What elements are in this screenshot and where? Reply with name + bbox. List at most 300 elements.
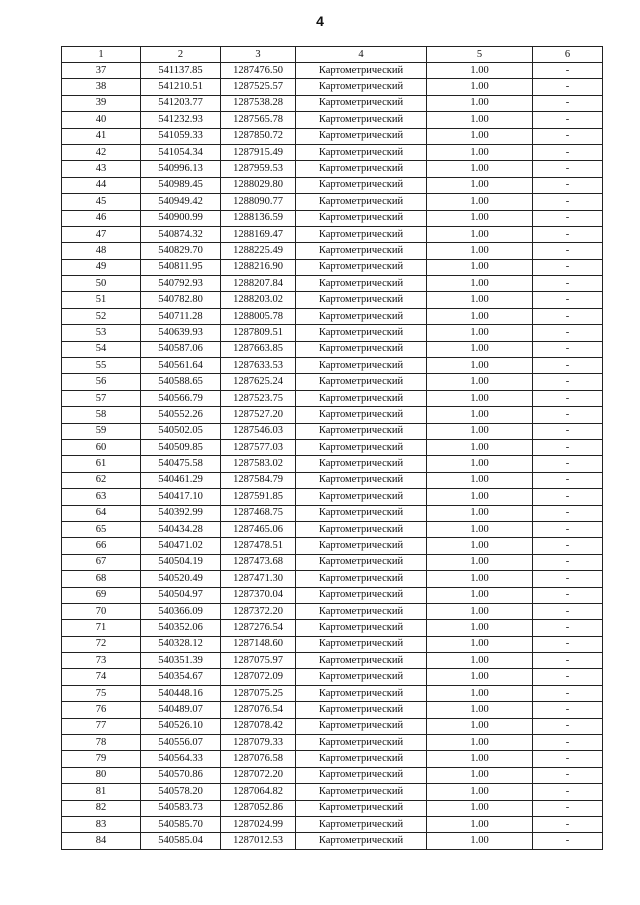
table-cell: 1.00: [427, 210, 533, 226]
table-cell: Картометрический: [296, 472, 427, 488]
table-cell: 1287024.99: [221, 816, 296, 832]
table-cell: 63: [62, 489, 141, 505]
table-cell: 540489.07: [141, 702, 221, 718]
table-cell: 541210.51: [141, 79, 221, 95]
table-row: [62, 128, 603, 144]
table-cell: Картометрический: [296, 423, 427, 439]
table-cell: 1.00: [427, 112, 533, 128]
table-cell: -: [533, 587, 603, 603]
table-cell: 1.00: [427, 456, 533, 472]
table-cell: Картометрический: [296, 128, 427, 144]
table-cell: 1287012.53: [221, 833, 296, 849]
table-row: [62, 161, 603, 177]
table-cell: Картометрический: [296, 226, 427, 242]
table-cell: Картометрический: [296, 702, 427, 718]
table-row: [62, 571, 603, 587]
table-cell: 66: [62, 538, 141, 554]
table-cell: 1287465.06: [221, 521, 296, 537]
table-cell: 1.00: [427, 735, 533, 751]
table-cell: 43: [62, 161, 141, 177]
table-cell: -: [533, 63, 603, 79]
table-cell: 1.00: [427, 259, 533, 275]
table-cell: 1.00: [427, 472, 533, 488]
table-cell: 1.00: [427, 554, 533, 570]
table-cell: 1287538.28: [221, 95, 296, 111]
table-cell: 540434.28: [141, 521, 221, 537]
table-cell: 540509.85: [141, 439, 221, 455]
table-cell: -: [533, 407, 603, 423]
table-cell: -: [533, 636, 603, 652]
table-cell: 49: [62, 259, 141, 275]
table-row: [62, 407, 603, 423]
table-header-row: [62, 47, 603, 63]
table-cell: 69: [62, 587, 141, 603]
table-cell: Картометрический: [296, 735, 427, 751]
table-cell: 540639.93: [141, 325, 221, 341]
table-cell: 75: [62, 685, 141, 701]
table-cell: 1.00: [427, 439, 533, 455]
table-cell: 1287078.42: [221, 718, 296, 734]
table-cell: -: [533, 505, 603, 521]
table-cell: 1288029.80: [221, 177, 296, 193]
table-cell: -: [533, 161, 603, 177]
table-cell: 46: [62, 210, 141, 226]
table-row: [62, 751, 603, 767]
table-cell: -: [533, 603, 603, 619]
table-cell: 1.00: [427, 636, 533, 652]
table-cell: -: [533, 456, 603, 472]
table-cell: -: [533, 702, 603, 718]
table-row: [62, 685, 603, 701]
table-cell: Картометрический: [296, 63, 427, 79]
table-cell: Картометрический: [296, 144, 427, 160]
table-row: [62, 735, 603, 751]
table-cell: -: [533, 521, 603, 537]
table-row: [62, 636, 603, 652]
table-cell: 540996.13: [141, 161, 221, 177]
table-cell: 1.00: [427, 833, 533, 849]
table-cell: 540782.80: [141, 292, 221, 308]
table-cell: 1287072.09: [221, 669, 296, 685]
table-cell: 1.00: [427, 751, 533, 767]
table-cell: 82: [62, 800, 141, 816]
table-cell: 1287075.25: [221, 685, 296, 701]
table-cell: 1.00: [427, 374, 533, 390]
table-cell: Картометрический: [296, 653, 427, 669]
table-cell: -: [533, 259, 603, 275]
column-header: 6: [533, 47, 603, 63]
table-cell: 1.00: [427, 702, 533, 718]
table-cell: 79: [62, 751, 141, 767]
table-cell: 51: [62, 292, 141, 308]
table-cell: Картометрический: [296, 439, 427, 455]
table-cell: 1.00: [427, 685, 533, 701]
table-row: [62, 669, 603, 685]
table-cell: 1.00: [427, 243, 533, 259]
table-cell: 1288169.47: [221, 226, 296, 242]
table-cell: -: [533, 571, 603, 587]
table-cell: 540417.10: [141, 489, 221, 505]
table-cell: 540561.64: [141, 358, 221, 374]
table-cell: 1287525.57: [221, 79, 296, 95]
table-cell: 540578.20: [141, 784, 221, 800]
table-cell: Картометрический: [296, 620, 427, 636]
table-cell: 1.00: [427, 325, 533, 341]
table-cell: -: [533, 128, 603, 144]
table-cell: 1288203.02: [221, 292, 296, 308]
table-cell: 540354.67: [141, 669, 221, 685]
table-cell: 1.00: [427, 538, 533, 554]
table-cell: 73: [62, 653, 141, 669]
table-cell: -: [533, 390, 603, 406]
table-cell: 540502.05: [141, 423, 221, 439]
table-cell: -: [533, 439, 603, 455]
table-cell: 1287064.82: [221, 784, 296, 800]
table-cell: Картометрический: [296, 571, 427, 587]
table-cell: -: [533, 210, 603, 226]
table-cell: 1287079.33: [221, 735, 296, 751]
table-cell: 77: [62, 718, 141, 734]
table-cell: -: [533, 144, 603, 160]
table-cell: 1287076.54: [221, 702, 296, 718]
table-row: [62, 554, 603, 570]
table-cell: Картометрический: [296, 341, 427, 357]
table-cell: 1.00: [427, 489, 533, 505]
table-cell: 37: [62, 63, 141, 79]
table-cell: 1288207.84: [221, 276, 296, 292]
table-cell: 64: [62, 505, 141, 521]
table-cell: 1.00: [427, 505, 533, 521]
table-cell: 41: [62, 128, 141, 144]
table-cell: Картометрический: [296, 800, 427, 816]
table-row: [62, 653, 603, 669]
table-cell: 1.00: [427, 95, 533, 111]
table-cell: 1.00: [427, 292, 533, 308]
table-cell: Картометрический: [296, 292, 427, 308]
table-row: [62, 702, 603, 718]
table-row: [62, 63, 603, 79]
table-cell: 540989.45: [141, 177, 221, 193]
table-cell: Картометрический: [296, 177, 427, 193]
table-cell: 48: [62, 243, 141, 259]
table-cell: -: [533, 751, 603, 767]
table-cell: 1287663.85: [221, 341, 296, 357]
table-cell: 1.00: [427, 669, 533, 685]
table-cell: Картометрический: [296, 718, 427, 734]
table-row: [62, 784, 603, 800]
table-cell: 540352.06: [141, 620, 221, 636]
table-cell: 61: [62, 456, 141, 472]
table-cell: 540588.65: [141, 374, 221, 390]
table-cell: 62: [62, 472, 141, 488]
table-cell: 540874.32: [141, 226, 221, 242]
table-cell: Картометрический: [296, 374, 427, 390]
table-cell: Картометрический: [296, 259, 427, 275]
table-cell: 57: [62, 390, 141, 406]
table-cell: 1287523.75: [221, 390, 296, 406]
table-cell: 56: [62, 374, 141, 390]
table-cell: 1.00: [427, 784, 533, 800]
table-cell: Картометрический: [296, 833, 427, 849]
column-header: 3: [221, 47, 296, 63]
table-cell: Картометрический: [296, 325, 427, 341]
table-cell: Картометрический: [296, 308, 427, 324]
table-row: [62, 800, 603, 816]
table-cell: Картометрический: [296, 784, 427, 800]
column-header: 4: [296, 47, 427, 63]
table-cell: -: [533, 423, 603, 439]
table-cell: 84: [62, 833, 141, 849]
table-row: [62, 816, 603, 832]
table-cell: 1.00: [427, 620, 533, 636]
table-row: [62, 259, 603, 275]
table-cell: 81: [62, 784, 141, 800]
table-cell: 540461.29: [141, 472, 221, 488]
table-cell: 1.00: [427, 128, 533, 144]
table-cell: 1.00: [427, 276, 533, 292]
table-cell: 540566.79: [141, 390, 221, 406]
table-cell: 540564.33: [141, 751, 221, 767]
table-cell: 540900.99: [141, 210, 221, 226]
table-cell: 53: [62, 325, 141, 341]
table-cell: 540504.97: [141, 587, 221, 603]
table-cell: 1287527.20: [221, 407, 296, 423]
page-number: 4: [316, 13, 324, 29]
table-cell: 1287584.79: [221, 472, 296, 488]
table-cell: 1.00: [427, 226, 533, 242]
table-cell: 540552.26: [141, 407, 221, 423]
table-cell: 1287591.85: [221, 489, 296, 505]
table-cell: 1287372.20: [221, 603, 296, 619]
table-cell: Картометрический: [296, 751, 427, 767]
table-row: [62, 472, 603, 488]
table-cell: -: [533, 718, 603, 734]
table-cell: 39: [62, 95, 141, 111]
table-cell: 540585.70: [141, 816, 221, 832]
table-cell: 1287577.03: [221, 439, 296, 455]
table-cell: 55: [62, 358, 141, 374]
table-cell: 1287476.50: [221, 63, 296, 79]
table-cell: 1287076.58: [221, 751, 296, 767]
table-cell: 1287959.53: [221, 161, 296, 177]
table-cell: -: [533, 243, 603, 259]
table-cell: -: [533, 833, 603, 849]
table-cell: 540711.28: [141, 308, 221, 324]
table-cell: 1.00: [427, 571, 533, 587]
table-cell: 540520.49: [141, 571, 221, 587]
table-cell: 541203.77: [141, 95, 221, 111]
table-row: [62, 439, 603, 455]
table-cell: 1.00: [427, 161, 533, 177]
table-cell: Картометрический: [296, 358, 427, 374]
table-cell: 540556.07: [141, 735, 221, 751]
table-cell: 67: [62, 554, 141, 570]
table-cell: 1.00: [427, 194, 533, 210]
table-cell: 59: [62, 423, 141, 439]
table-cell: 540504.19: [141, 554, 221, 570]
table-cell: -: [533, 358, 603, 374]
table-cell: Картометрический: [296, 554, 427, 570]
table-cell: 44: [62, 177, 141, 193]
table-cell: 1.00: [427, 390, 533, 406]
table-cell: 1.00: [427, 341, 533, 357]
table-row: [62, 210, 603, 226]
table-cell: 540829.70: [141, 243, 221, 259]
table-row: [62, 243, 603, 259]
table-cell: -: [533, 226, 603, 242]
table-cell: Картометрический: [296, 210, 427, 226]
table-cell: -: [533, 276, 603, 292]
table-cell: -: [533, 669, 603, 685]
table-cell: 71: [62, 620, 141, 636]
table-cell: 1.00: [427, 144, 533, 160]
table-cell: 68: [62, 571, 141, 587]
table-cell: Картометрический: [296, 194, 427, 210]
table-cell: 54: [62, 341, 141, 357]
table-cell: -: [533, 341, 603, 357]
table-row: [62, 144, 603, 160]
table-cell: Картометрический: [296, 112, 427, 128]
column-header: 5: [427, 47, 533, 63]
table-cell: 1287370.04: [221, 587, 296, 603]
table-row: [62, 112, 603, 128]
table-row: [62, 358, 603, 374]
table-cell: Картометрический: [296, 243, 427, 259]
table-row: [62, 620, 603, 636]
table-row: [62, 587, 603, 603]
table-cell: 38: [62, 79, 141, 95]
table-cell: Картометрический: [296, 95, 427, 111]
table-cell: 1.00: [427, 177, 533, 193]
table-cell: -: [533, 177, 603, 193]
table-cell: 58: [62, 407, 141, 423]
table-cell: 1.00: [427, 718, 533, 734]
table-cell: Картометрический: [296, 603, 427, 619]
table-cell: 1288090.77: [221, 194, 296, 210]
table-cell: 540583.73: [141, 800, 221, 816]
table-cell: 1.00: [427, 767, 533, 783]
table-cell: Картометрический: [296, 161, 427, 177]
table-cell: 540585.04: [141, 833, 221, 849]
table-cell: Картометрический: [296, 79, 427, 95]
table-cell: Картометрический: [296, 521, 427, 537]
table-cell: 540792.93: [141, 276, 221, 292]
table-cell: 1287148.60: [221, 636, 296, 652]
table-cell: 540471.02: [141, 538, 221, 554]
table-cell: 1287052.86: [221, 800, 296, 816]
table-cell: 1.00: [427, 79, 533, 95]
table-cell: 78: [62, 735, 141, 751]
table-cell: -: [533, 767, 603, 783]
table-cell: Картометрический: [296, 276, 427, 292]
table-cell: Картометрический: [296, 636, 427, 652]
table-cell: -: [533, 194, 603, 210]
table-cell: 1287473.68: [221, 554, 296, 570]
table-cell: 540526.10: [141, 718, 221, 734]
table-cell: 60: [62, 439, 141, 455]
table-cell: 1287809.51: [221, 325, 296, 341]
table-row: [62, 177, 603, 193]
table-cell: -: [533, 79, 603, 95]
table-row: [62, 456, 603, 472]
table-cell: -: [533, 784, 603, 800]
table-cell: -: [533, 95, 603, 111]
table-cell: -: [533, 112, 603, 128]
table-cell: 540366.09: [141, 603, 221, 619]
table-row: [62, 489, 603, 505]
table-cell: 1287546.03: [221, 423, 296, 439]
table-cell: 1.00: [427, 423, 533, 439]
table-cell: 1.00: [427, 603, 533, 619]
table-cell: -: [533, 489, 603, 505]
table-cell: 1287471.30: [221, 571, 296, 587]
table-cell: 540392.99: [141, 505, 221, 521]
table-cell: 74: [62, 669, 141, 685]
table-cell: Картометрический: [296, 505, 427, 521]
table-cell: -: [533, 800, 603, 816]
table-cell: 540949.42: [141, 194, 221, 210]
table-cell: -: [533, 735, 603, 751]
table-cell: 1287478.51: [221, 538, 296, 554]
table-cell: Картометрический: [296, 390, 427, 406]
table-cell: 541232.93: [141, 112, 221, 128]
table-cell: 540570.86: [141, 767, 221, 783]
table-cell: 1288225.49: [221, 243, 296, 259]
table-cell: 52: [62, 308, 141, 324]
table-row: [62, 95, 603, 111]
table-row: [62, 833, 603, 849]
table-row: [62, 226, 603, 242]
table-cell: 540475.58: [141, 456, 221, 472]
table-cell: 50: [62, 276, 141, 292]
table-cell: 47: [62, 226, 141, 242]
table-cell: -: [533, 653, 603, 669]
table-cell: 80: [62, 767, 141, 783]
table-row: [62, 603, 603, 619]
table-cell: -: [533, 538, 603, 554]
table-cell: 1287583.02: [221, 456, 296, 472]
table-cell: 1287565.78: [221, 112, 296, 128]
table-cell: 1287915.49: [221, 144, 296, 160]
table-cell: Картометрический: [296, 489, 427, 505]
table-row: [62, 276, 603, 292]
table-cell: 40: [62, 112, 141, 128]
table-cell: -: [533, 816, 603, 832]
table-cell: 1287633.53: [221, 358, 296, 374]
table-cell: 1.00: [427, 63, 533, 79]
table-row: [62, 767, 603, 783]
table-cell: 76: [62, 702, 141, 718]
table-row: [62, 423, 603, 439]
table-cell: 42: [62, 144, 141, 160]
table-cell: -: [533, 325, 603, 341]
table-row: [62, 194, 603, 210]
table-cell: -: [533, 472, 603, 488]
table-cell: 540328.12: [141, 636, 221, 652]
table-cell: 70: [62, 603, 141, 619]
table-row: [62, 308, 603, 324]
table-cell: 1.00: [427, 800, 533, 816]
table-cell: 1.00: [427, 816, 533, 832]
table-cell: 83: [62, 816, 141, 832]
table-row: [62, 325, 603, 341]
table-cell: -: [533, 685, 603, 701]
table-cell: 1287072.20: [221, 767, 296, 783]
table-cell: 540351.39: [141, 653, 221, 669]
table-row: [62, 79, 603, 95]
table-cell: -: [533, 292, 603, 308]
table-cell: 1287468.75: [221, 505, 296, 521]
